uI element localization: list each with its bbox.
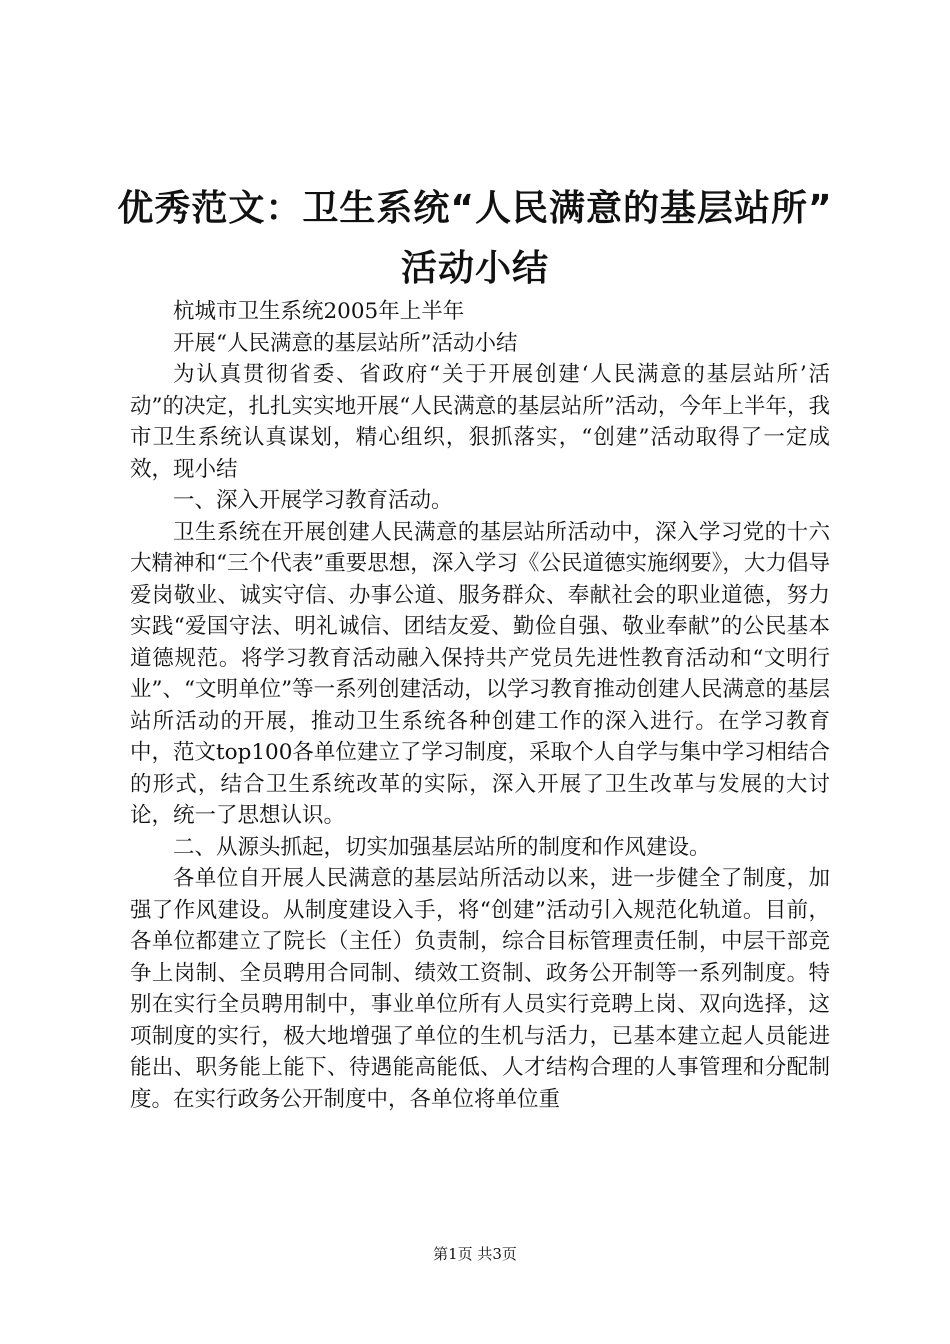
- intro-paragraph: 为认真贯彻省委、省政府“关于开展创建‘人民满意的基层站所’活动”的决定，扎扎实实地开展“人民满意的基层站所”活动，今年上半年，我市卫生系统认真谋划，精心组织，狠抓落实，“创建”活动取得了一定成效，现小结: [130, 362, 830, 482]
- subtitle-line-1: 杭城市卫生系统2005年上半年: [173, 299, 465, 324]
- document-title-line-2: 活动小结: [400, 248, 549, 289]
- document-title-line-1: 优秀范文：卫生系统“人民满意的基层站所”: [117, 188, 833, 229]
- document-body: [130, 296, 830, 1115]
- section-heading-2: 二、从源头抓起，切实加强基层站所的制度和作风建设。: [173, 834, 711, 860]
- section-heading-1: 一、深入开展学习教育活动。: [173, 488, 453, 513]
- section-paragraph-1: 卫生系统在开展创建人民满意的基层站所活动中，深入学习党的十六大精神和“三个代表”重要思想，深入学习《公民道德实施纲要》，大力倡导爱岗敬业、诚实守信、办事公道、服务群众、奉献社会的职业道德，努力实践“爱国守法、明礼诚信、团结友爱、勤俭自强、敬业奉献”的公民基本道德规范。将学习教育活动融入保持共产党员先进性教育活动和“文明行业”、“文明单位”等一系列创建活动，以学习教育推动创建人民满意的基层站所活动的开展，推动卫生系统各种创建工作的深入进行。在学习教育中，范文top100各单位建立了学习制度，采取个人自学与集中学习相结合的形式，结合卫生系统改革的实际，深入开展了卫生改革与发展的大讨论，统一了思想认识。: [130, 519, 830, 828]
- section-paragraph-2: 各单位自开展人民满意的基层站所活动以来，进一步健全了制度，加强了作风建设。从制度建设入手，将“创建”活动引入规范化轨道。目前，各单位都建立了院长（主任）负责制，综合目标管理责任制，中层干部竞争上岗制、全员聘用合同制、绩效工资制、政务公开制等一系列制度。特别在实行全员聘用制中，事业单位所有人员实行竞聘上岗、双向选择，这项制度的实行，极大地增强了单位的生机与活力，已基本建立起人员能进能出、职务能上能下、待遇能高能低、人才结构合理的人事管理和分配制度。在实行政务公开制度中，各单位将单位重: [130, 866, 830, 1112]
- subtitle-line-2: 开展“人民满意的基层站所”活动小结: [173, 330, 518, 356]
- page-footer: 第1页 共3页: [433, 1245, 517, 1263]
